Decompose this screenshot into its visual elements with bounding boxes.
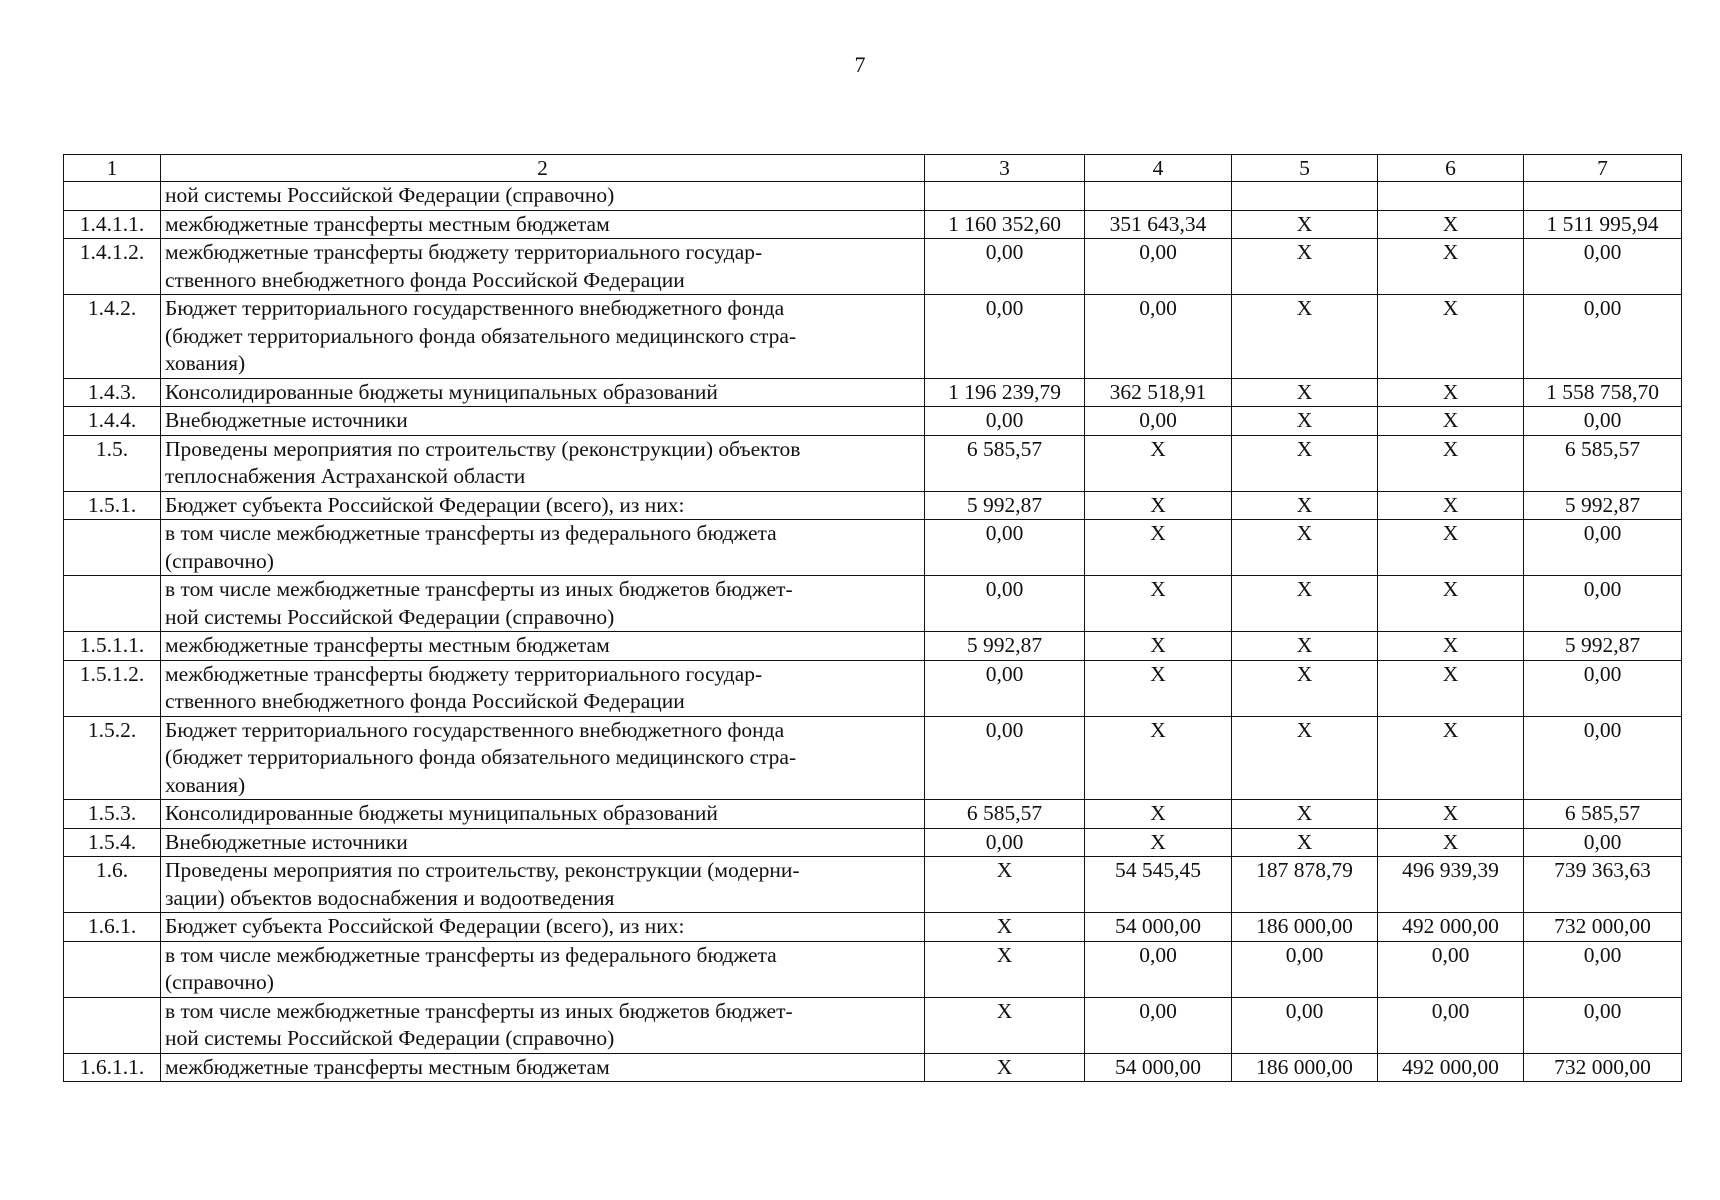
table-row [64, 913, 1682, 942]
value-cell-col5: X [1232, 491, 1378, 520]
description-cell [161, 295, 925, 379]
value-cell-col5: X [1232, 407, 1378, 436]
value-cell-col7: 0,00 [1524, 828, 1682, 857]
value-cell-col4: 0,00 [1085, 239, 1232, 295]
value-cell-col4: 362 518,91 [1085, 378, 1232, 407]
value-cell-col4: 0,00 [1085, 407, 1232, 436]
row-number-cell: 1.4.2. [64, 295, 161, 379]
value-cell-col5: X [1232, 576, 1378, 632]
value-cell-col3: 0,00 [925, 828, 1085, 857]
description-line: ственного внебюджетного фонда Российской Федерации [165, 689, 685, 713]
header-cell: 5 [1232, 155, 1378, 182]
value-cell-col3: X [925, 997, 1085, 1053]
value-cell-col3: 0,00 [925, 520, 1085, 576]
row-number-cell: 1.6. [64, 857, 161, 913]
description-cell [161, 660, 925, 716]
header-row [64, 155, 1682, 182]
description-cell [161, 913, 925, 942]
row-number-cell [64, 997, 161, 1053]
value-cell-col3 [925, 182, 1085, 211]
value-cell-col3: 1 196 239,79 [925, 378, 1085, 407]
description-line: межбюджетные трансферты бюджету территориального государ- [165, 240, 763, 264]
row-number-cell: 1.5.2. [64, 716, 161, 800]
value-cell-col6: X [1378, 520, 1524, 576]
description-line: (бюджет территориального фонда обязательного медицинского стра- [165, 745, 797, 769]
value-cell-col7: 0,00 [1524, 941, 1682, 997]
description-line: ственного внебюджетного фонда Российской Федерации [165, 267, 685, 292]
value-cell-col7: 5 992,87 [1524, 491, 1682, 520]
row-number-cell: 1.6.1. [64, 913, 161, 942]
description-line: хования) [165, 772, 246, 797]
description-cell [161, 997, 925, 1053]
description-cell [161, 857, 925, 913]
description-line: хования) [165, 351, 246, 375]
value-cell-col4: 0,00 [1085, 295, 1232, 379]
value-cell-col5 [1232, 182, 1378, 211]
value-cell-col4: X [1085, 828, 1232, 857]
value-cell-col7: 732 000,00 [1524, 1053, 1682, 1082]
value-cell-col7: 0,00 [1524, 520, 1682, 576]
value-cell-col7: 0,00 [1524, 295, 1682, 379]
row-number-cell: 1.5.1.2. [64, 660, 161, 716]
value-cell-col6: X [1378, 660, 1524, 716]
row-number-cell: 1.4.1.2. [64, 239, 161, 295]
value-cell-col7: 0,00 [1524, 407, 1682, 436]
value-cell-col5: X [1232, 239, 1378, 295]
value-cell-col4 [1085, 182, 1232, 211]
value-cell-col6: X [1378, 435, 1524, 491]
description-cell [161, 407, 925, 436]
table-row [64, 716, 1682, 800]
description-line: ной системы Российской Федерации (справочно) [165, 604, 615, 629]
value-cell-col5: 186 000,00 [1232, 913, 1378, 942]
row-number-cell: 1.4.4. [64, 407, 161, 436]
value-cell-col3: 6 585,57 [925, 800, 1085, 829]
description-line: ной системы Российской Федерации (справочно) [165, 1026, 615, 1050]
description-cell [161, 1053, 925, 1082]
page-number: 7 [854, 52, 866, 77]
value-cell-col6: X [1378, 378, 1524, 407]
value-cell-col4: X [1085, 491, 1232, 520]
row-number-cell: 1.5. [64, 435, 161, 491]
value-cell-col6: X [1378, 576, 1524, 632]
value-cell-col7: 0,00 [1524, 716, 1682, 800]
value-cell-col5: X [1232, 295, 1378, 379]
value-cell-col6: X [1378, 491, 1524, 520]
value-cell-col3: X [925, 913, 1085, 942]
value-cell-col3: 1 160 352,60 [925, 210, 1085, 239]
header-cell: 1 [64, 155, 161, 182]
description-cell [161, 435, 925, 491]
value-cell-col3: X [925, 941, 1085, 997]
description-cell [161, 716, 925, 800]
table-row [64, 407, 1682, 436]
description-cell [161, 941, 925, 997]
value-cell-col3: 5 992,87 [925, 632, 1085, 661]
value-cell-col4: 54 545,45 [1085, 857, 1232, 913]
value-cell-col6: X [1378, 407, 1524, 436]
value-cell-col5: X [1232, 520, 1378, 576]
description-cell [161, 828, 925, 857]
header-cell: 4 [1085, 155, 1232, 182]
row-number-cell [64, 182, 161, 211]
header-cell: 7 [1524, 155, 1682, 182]
value-cell-col3: X [925, 857, 1085, 913]
value-cell-col7 [1524, 182, 1682, 211]
value-cell-col4: 351 643,34 [1085, 210, 1232, 239]
description-line: (справочно) [165, 970, 274, 994]
value-cell-col5: X [1232, 660, 1378, 716]
value-cell-col7: 1 558 758,70 [1524, 378, 1682, 407]
value-cell-col4: X [1085, 800, 1232, 829]
value-cell-col7: 732 000,00 [1524, 913, 1682, 942]
table-row [64, 576, 1682, 632]
header-cell: 6 [1378, 155, 1524, 182]
description-line: в том числе межбюджетные трансферты из иных бюджетов бюджет- [165, 998, 793, 1023]
value-cell-col5: 0,00 [1232, 941, 1378, 997]
value-cell-col7: 5 992,87 [1524, 632, 1682, 661]
description-line: теплоснабжения Астраханской области [165, 464, 526, 488]
table-body [64, 182, 1682, 1082]
row-number-cell: 1.6.1.1. [64, 1053, 161, 1082]
value-cell-col6: X [1378, 210, 1524, 239]
description-line: Бюджет субъекта Российской Федерации (всего), из них: [165, 492, 685, 517]
table-row [64, 800, 1682, 829]
description-line: Внебюджетные источники [165, 408, 408, 432]
value-cell-col4: X [1085, 435, 1232, 491]
description-line: межбюджетные трансферты местным бюджетам [165, 211, 610, 236]
description-cell [161, 576, 925, 632]
row-number-cell: 1.5.3. [64, 800, 161, 829]
value-cell-col3: 0,00 [925, 295, 1085, 379]
table-row [64, 435, 1682, 491]
table-row [64, 491, 1682, 520]
description-line: Бюджет субъекта Российской Федерации (всего), из них: [165, 914, 685, 938]
description-line: ной системы Российской Федерации (справочно) [165, 183, 615, 207]
row-number-cell: 1.5.1. [64, 491, 161, 520]
value-cell-col6: X [1378, 239, 1524, 295]
table-row [64, 1053, 1682, 1082]
value-cell-col6: 492 000,00 [1378, 1053, 1524, 1082]
description-cell [161, 378, 925, 407]
value-cell-col4: X [1085, 520, 1232, 576]
description-line: межбюджетные трансферты местным бюджетам [165, 633, 610, 657]
table-row [64, 828, 1682, 857]
description-line: Проведены мероприятия по строительству, реконструкции (модерни- [165, 858, 800, 882]
value-cell-col6: 0,00 [1378, 941, 1524, 997]
value-cell-col5: X [1232, 378, 1378, 407]
value-cell-col6 [1378, 182, 1524, 211]
description-line: Консолидированные бюджеты муниципальных образований [165, 801, 718, 825]
row-number-cell: 1.5.4. [64, 828, 161, 857]
value-cell-col6: X [1378, 295, 1524, 379]
value-cell-col7: 1 511 995,94 [1524, 210, 1682, 239]
description-cell [161, 520, 925, 576]
description-line: зации) объектов водоснабжения и водоотведения [165, 885, 615, 910]
table-row [64, 857, 1682, 913]
description-line: в том числе межбюджетные трансферты из федерального бюджета [165, 521, 777, 545]
value-cell-col4: 0,00 [1085, 941, 1232, 997]
budget-table [63, 154, 1682, 1082]
row-number-cell: 1.5.1.1. [64, 632, 161, 661]
value-cell-col7: 0,00 [1524, 997, 1682, 1053]
row-number-cell: 1.4.3. [64, 378, 161, 407]
value-cell-col5: X [1232, 435, 1378, 491]
value-cell-col4: X [1085, 632, 1232, 661]
value-cell-col4: 0,00 [1085, 997, 1232, 1053]
value-cell-col5: X [1232, 716, 1378, 800]
value-cell-col4: X [1085, 660, 1232, 716]
table-row [64, 660, 1682, 716]
table-row [64, 632, 1682, 661]
description-cell [161, 800, 925, 829]
table-row [64, 239, 1682, 295]
value-cell-col5: X [1232, 828, 1378, 857]
value-cell-col5: 0,00 [1232, 997, 1378, 1053]
value-cell-col6: X [1378, 800, 1524, 829]
table-row [64, 295, 1682, 379]
description-line: Консолидированные бюджеты муниципальных образований [165, 379, 718, 404]
value-cell-col5: 186 000,00 [1232, 1053, 1378, 1082]
table-row [64, 997, 1682, 1053]
value-cell-col3: 0,00 [925, 239, 1085, 295]
description-line: (бюджет территориального фонда обязательного медицинского стра- [165, 323, 797, 348]
table-row [64, 378, 1682, 407]
value-cell-col5: X [1232, 632, 1378, 661]
value-cell-col5: 187 878,79 [1232, 857, 1378, 913]
description-line: Внебюджетные источники [165, 829, 408, 854]
row-number-cell [64, 520, 161, 576]
description-cell [161, 182, 925, 211]
table-row [64, 941, 1682, 997]
description-line: Бюджет территориального государственного внебюджетного фонда [165, 717, 785, 742]
value-cell-col6: 0,00 [1378, 997, 1524, 1053]
value-cell-col3: 0,00 [925, 660, 1085, 716]
value-cell-col4: X [1085, 716, 1232, 800]
value-cell-col3: 6 585,57 [925, 435, 1085, 491]
value-cell-col6: 492 000,00 [1378, 913, 1524, 942]
row-number-cell [64, 941, 161, 997]
description-cell [161, 239, 925, 295]
value-cell-col4: 54 000,00 [1085, 1053, 1232, 1082]
value-cell-col3: X [925, 1053, 1085, 1082]
value-cell-col6: 496 939,39 [1378, 857, 1524, 913]
value-cell-col7: 0,00 [1524, 660, 1682, 716]
value-cell-col5: X [1232, 210, 1378, 239]
table-row [64, 520, 1682, 576]
row-number-cell: 1.4.1.1. [64, 210, 161, 239]
description-cell [161, 632, 925, 661]
value-cell-col6: X [1378, 716, 1524, 800]
description-cell [161, 491, 925, 520]
value-cell-col6: X [1378, 828, 1524, 857]
value-cell-col7: 0,00 [1524, 576, 1682, 632]
header-cell: 2 [161, 155, 925, 182]
description-line: Бюджет территориального государственного внебюджетного фонда [165, 296, 785, 320]
description-line: межбюджетные трансферты бюджету территориального государ- [165, 661, 763, 686]
row-number-cell [64, 576, 161, 632]
header-cell: 3 [925, 155, 1085, 182]
value-cell-col7: 6 585,57 [1524, 435, 1682, 491]
description-line: в том числе межбюджетные трансферты из федерального бюджета [165, 942, 777, 967]
value-cell-col4: X [1085, 576, 1232, 632]
table-row [64, 210, 1682, 239]
value-cell-col3: 0,00 [925, 407, 1085, 436]
description-line: межбюджетные трансферты местным бюджетам [165, 1054, 610, 1079]
description-cell [161, 210, 925, 239]
description-line: в том числе межбюджетные трансферты из иных бюджетов бюджет- [165, 577, 793, 601]
value-cell-col7: 6 585,57 [1524, 800, 1682, 829]
description-line: (справочно) [165, 548, 274, 573]
table-row [64, 182, 1682, 211]
value-cell-col6: X [1378, 632, 1524, 661]
value-cell-col7: 0,00 [1524, 239, 1682, 295]
value-cell-col4: 54 000,00 [1085, 913, 1232, 942]
value-cell-col7: 739 363,63 [1524, 857, 1682, 913]
value-cell-col3: 5 992,87 [925, 491, 1085, 520]
value-cell-col5: X [1232, 800, 1378, 829]
value-cell-col3: 0,00 [925, 716, 1085, 800]
description-line: Проведены мероприятия по строительству (реконструкции) объектов [165, 436, 801, 461]
value-cell-col3: 0,00 [925, 576, 1085, 632]
